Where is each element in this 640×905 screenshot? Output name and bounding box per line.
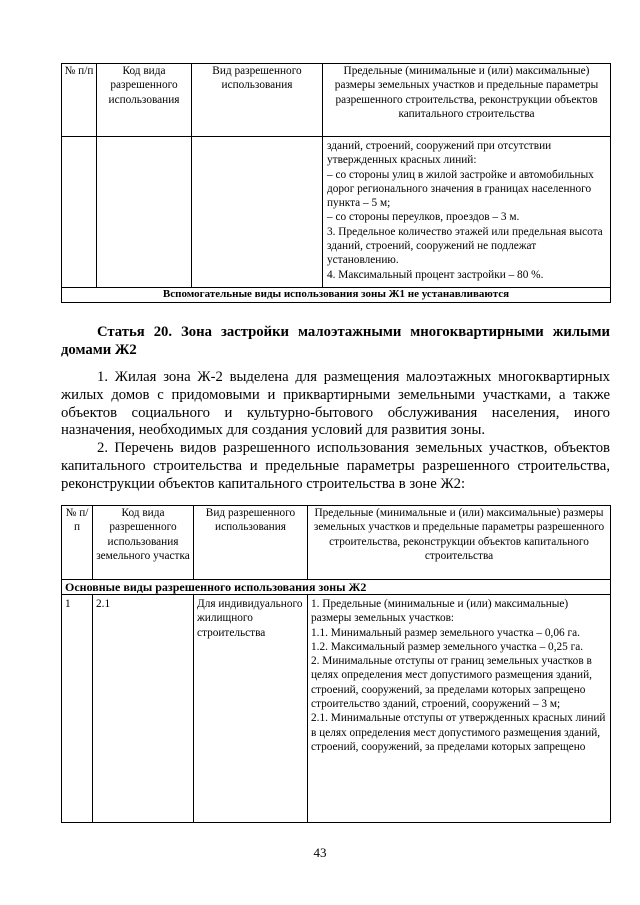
section-row <box>62 580 611 595</box>
table-header-row <box>62 64 611 137</box>
header-code: Код вида разрешенного использования земельного участка <box>93 506 194 580</box>
zone-zh1-table-continuation <box>61 63 611 303</box>
main-uses-section-title: Основные виды разрешенного использования зоны Ж2 <box>62 580 611 595</box>
param-line: 1. Предельные (минимальные и (или) максимальные) размеры земельных участков: <box>311 598 569 625</box>
param-line: 1.1. Минимальный размер земельного участка – 0,06 га. <box>311 626 580 639</box>
param-line: 2. Минимальные отступы от границ земельных участков в целях определения мест допустимого размещения зданий, строений, сооружений, за пределами которых запрещено строительство зданий, строений, сооружений – 3 м; <box>311 655 592 711</box>
article-heading <box>61 323 610 359</box>
param-line: 1.2. Максимальный размер земельного участка – 0,25 га. <box>311 640 584 653</box>
header-parameters: Предельные (минимальные и (или) максимальные) размеры земельных участков и предельные параметры разрешенного строительства, реконструкции объектов капитального строительства <box>323 64 611 137</box>
table-footer-row <box>62 288 611 303</box>
cell-use-type: Для индивидуального жилищного строительства <box>194 595 308 823</box>
cell-number: 1 <box>62 595 93 823</box>
header-parameters: Предельные (минимальные и (или) максимальные) размеры земельных участков и предельные параметры разрешенного строительства, реконструкции объектов капитального строительства <box>308 506 611 580</box>
article-heading-line: Статья 20. Зона застройки малоэтажными многоквартирными жилыми <box>97 324 610 340</box>
article-heading-line: домами Ж2 <box>61 342 137 358</box>
paragraph-line: 2. Перечень видов разрешенного использования земельных участков, объектов <box>97 440 610 456</box>
header-number: № п/п <box>62 506 93 580</box>
header-code: Код вида разрешенного использования <box>97 64 192 137</box>
cell-number <box>62 137 97 288</box>
param-line: 3. Предельное количество этажей или предельная высота зданий, строений, сооружений не подлежат установлению. <box>327 225 603 267</box>
paragraph-uses-list-intro <box>61 440 610 493</box>
paragraph-zone-description <box>61 369 610 440</box>
paragraph-line: капитального строительства и предельные параметры разрешенного строительства, <box>61 457 610 474</box>
paragraph-line: объектов социального и культурно-бытового обслуживания населения, иного <box>61 404 610 421</box>
cell-code: 2.1 <box>93 595 194 823</box>
table-header-row <box>62 506 611 580</box>
table-row <box>62 595 611 823</box>
header-use-type: Вид разрешенного использования <box>192 64 323 137</box>
header-use-type: Вид разрешенного использования <box>194 506 308 580</box>
zone-zh2-table <box>61 505 611 823</box>
auxiliary-uses-note: Вспомогательные виды использования зоны Ж1 не устанавливаются <box>62 288 611 303</box>
page-number: 43 <box>313 845 327 860</box>
cell-parameters <box>323 137 611 288</box>
param-line: 4. Максимальный процент застройки – 80 %. <box>327 268 544 281</box>
paragraph-line: жилых домов с придомовыми и приквартирными земельными участками, а также <box>61 386 610 403</box>
param-line: – со стороны улиц в жилой застройке и автомобильных дорог регионального значения в границах населенного пункта – 5 м; <box>327 168 594 210</box>
cell-code <box>97 137 192 288</box>
header-number: № п/п <box>62 64 97 137</box>
table-row <box>62 137 611 288</box>
paragraph-line: реконструкции объектов капитального строительства в зоне Ж2: <box>61 475 466 492</box>
param-line: 2.1. Минимальные отступы от утвержденных красных линий в целях определения мест допустимого размещения зданий, строений, сооружений, за пределами которых запрещено <box>311 712 606 753</box>
cell-use-type <box>192 137 323 288</box>
param-line: – со стороны переулков, проездов – 3 м. <box>327 211 520 224</box>
param-line: зданий, строений, сооружений при отсутствии утвержденных красных линий: <box>327 140 552 167</box>
paragraph-line: назначения, необходимых для создания условий для развития зоны. <box>61 422 486 439</box>
cell-parameters <box>308 595 611 823</box>
paragraph-line: 1. Жилая зона Ж-2 выделена для размещения малоэтажных многоквартирных <box>97 369 610 385</box>
